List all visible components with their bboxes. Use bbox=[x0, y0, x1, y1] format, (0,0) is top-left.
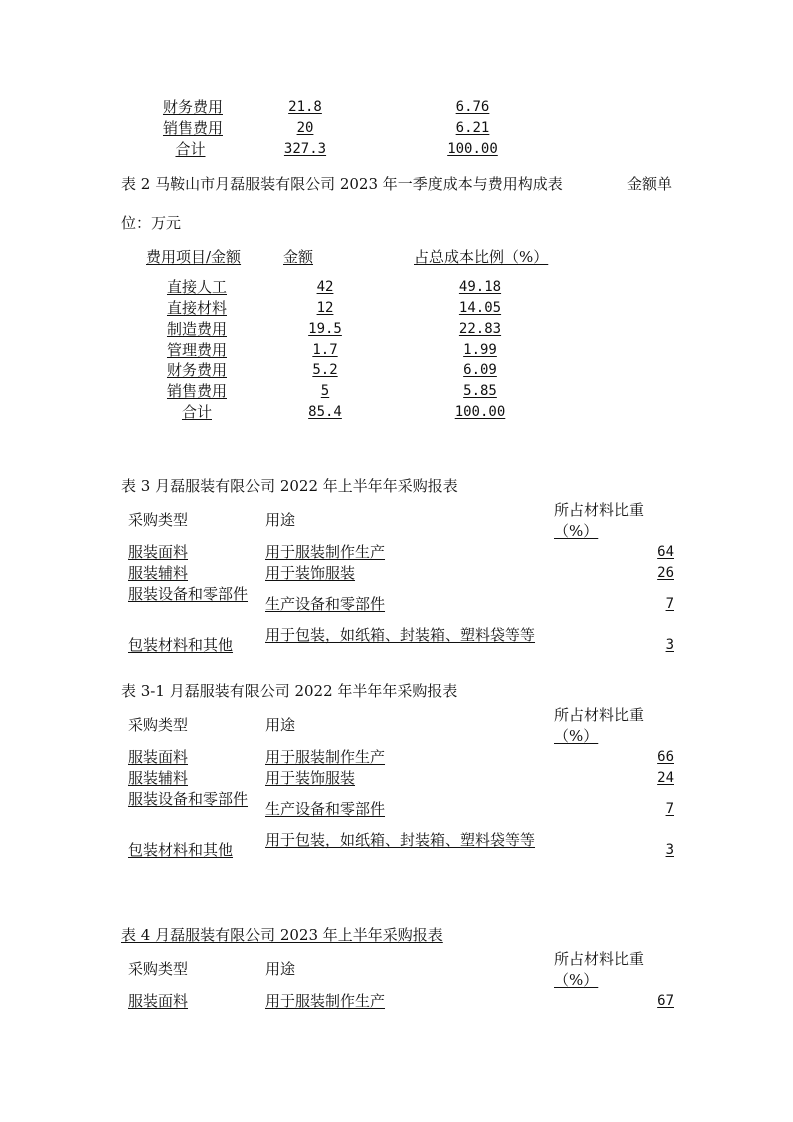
table4-header-use: 用途 bbox=[265, 960, 296, 978]
table3-1-header-pct-unit: （%） bbox=[554, 727, 599, 745]
table3-row-pct: 64 bbox=[657, 544, 674, 560]
table2-row-item: 合计 bbox=[181, 403, 212, 421]
table1-row-amount: 327.3 bbox=[283, 141, 327, 157]
table1-row-ratio: 100.00 bbox=[447, 141, 498, 157]
table2-row-item: 财务费用 bbox=[166, 361, 227, 379]
table2-row-ratio: 22.83 bbox=[458, 321, 502, 337]
table3-header-pct: 所占材料比重 bbox=[554, 501, 645, 519]
table2-row-amount: 5 bbox=[320, 383, 330, 399]
table2-row-item: 制造费用 bbox=[166, 320, 227, 338]
table3-1-caption: 表 3-1 月磊服装有限公司 2022 年半年年采购报表 bbox=[121, 682, 458, 700]
table3-1-row-type: 服装辅料 bbox=[128, 769, 189, 787]
table2-row-item: 直接人工 bbox=[166, 278, 227, 296]
table3-1-row-use: 用于服装制作生产 bbox=[265, 748, 386, 766]
table3-row-type: 服装辅料 bbox=[128, 564, 189, 582]
table2-row-item: 直接材料 bbox=[166, 299, 227, 317]
table4-row-use: 用于服装制作生产 bbox=[265, 992, 386, 1010]
table2-row-ratio: 14.05 bbox=[458, 300, 502, 316]
table2-header-item: 费用项目/金额 bbox=[146, 248, 242, 266]
table2-row-ratio: 1.99 bbox=[463, 342, 497, 358]
table2-row-amount: 5.2 bbox=[312, 362, 338, 378]
table2-unit-label-cont: 位：万元 bbox=[121, 214, 182, 232]
table4-caption: 表 4 月磊服装有限公司 2023 年上半年采购报表 bbox=[121, 926, 443, 944]
table3-1-row-type: 服装面料 bbox=[128, 748, 189, 766]
table3-row-pct: 7 bbox=[665, 596, 674, 612]
table1-row-item: 销售费用 bbox=[162, 119, 223, 137]
table2-row-amount: 42 bbox=[316, 279, 334, 295]
table3-row-use: 生产设备和零部件 bbox=[265, 595, 386, 613]
table4-header-type: 采购类型 bbox=[128, 960, 189, 978]
table3-row-type: 服装设备和零部件 bbox=[128, 585, 249, 603]
table4-row-type: 服装面料 bbox=[128, 992, 189, 1010]
table3-1-row-use: 生产设备和零部件 bbox=[265, 800, 386, 818]
table2-row-ratio: 100.00 bbox=[454, 404, 506, 420]
table2-row-ratio: 49.18 bbox=[458, 279, 502, 295]
table4-header-pct-unit: （%） bbox=[554, 971, 599, 989]
table3-caption: 表 3 月磊服装有限公司 2022 年上半年年采购报表 bbox=[121, 477, 458, 495]
table3-row-pct: 26 bbox=[657, 565, 674, 581]
table3-1-row-pct: 7 bbox=[665, 801, 674, 817]
table2-row-amount: 1.7 bbox=[312, 342, 338, 358]
table3-1-row-use: 用于包装，如纸箱、封装箱、塑料袋等等 bbox=[265, 831, 536, 849]
table3-1-header-type: 采购类型 bbox=[128, 716, 189, 734]
table2-header-amount: 金额 bbox=[283, 248, 314, 266]
table3-header-pct-unit: （%） bbox=[554, 522, 599, 540]
table3-row-type: 服装面料 bbox=[128, 543, 189, 561]
table1-row-amount: 20 bbox=[296, 120, 314, 136]
table3-1-row-pct: 24 bbox=[657, 770, 674, 786]
table2-row-item: 销售费用 bbox=[166, 382, 227, 400]
table3-row-pct: 3 bbox=[665, 637, 674, 653]
table3-1-row-use: 用于装饰服装 bbox=[265, 769, 356, 787]
table3-1-row-pct: 3 bbox=[665, 842, 674, 858]
table1-row-ratio: 6.76 bbox=[455, 99, 490, 115]
table2-caption: 表 2 马鞍山市月磊服装有限公司 2023 年一季度成本与费用构成表 bbox=[121, 175, 563, 193]
table1-row-item: 财务费用 bbox=[162, 98, 223, 116]
table3-1-row-type: 服装设备和零部件 bbox=[128, 790, 249, 808]
table4-row-pct: 67 bbox=[657, 993, 674, 1009]
table3-row-use: 用于包装，如纸箱、封装箱、塑料袋等等 bbox=[265, 626, 536, 644]
table3-row-type: 包装材料和其他 bbox=[128, 636, 234, 654]
table2-row-amount: 12 bbox=[316, 300, 334, 316]
table3-header-type: 采购类型 bbox=[128, 511, 189, 529]
table3-row-use: 用于服装制作生产 bbox=[265, 543, 386, 561]
table2-row-ratio: 5.85 bbox=[463, 383, 497, 399]
table4-header-pct: 所占材料比重 bbox=[554, 950, 645, 968]
table3-1-header-pct: 所占材料比重 bbox=[554, 706, 645, 724]
table2-row-amount: 19.5 bbox=[308, 321, 342, 337]
table2-row-ratio: 6.09 bbox=[463, 362, 497, 378]
table3-header-use: 用途 bbox=[265, 511, 296, 529]
table3-1-header-use: 用途 bbox=[265, 716, 296, 734]
table2-unit-label: 金额单 bbox=[627, 175, 673, 193]
table3-1-row-pct: 66 bbox=[657, 749, 674, 765]
table2-row-item: 管理费用 bbox=[166, 341, 227, 359]
table1-row-amount: 21.8 bbox=[288, 99, 322, 115]
table3-1-row-type: 包装材料和其他 bbox=[128, 841, 234, 859]
table2-header-ratio: 占总成本比例（%） bbox=[414, 248, 549, 266]
table3-row-use: 用于装饰服装 bbox=[265, 564, 356, 582]
table1-row-item: 合计 bbox=[175, 140, 206, 158]
table1-row-ratio: 6.21 bbox=[455, 120, 490, 136]
table2-row-amount: 85.4 bbox=[308, 404, 342, 420]
